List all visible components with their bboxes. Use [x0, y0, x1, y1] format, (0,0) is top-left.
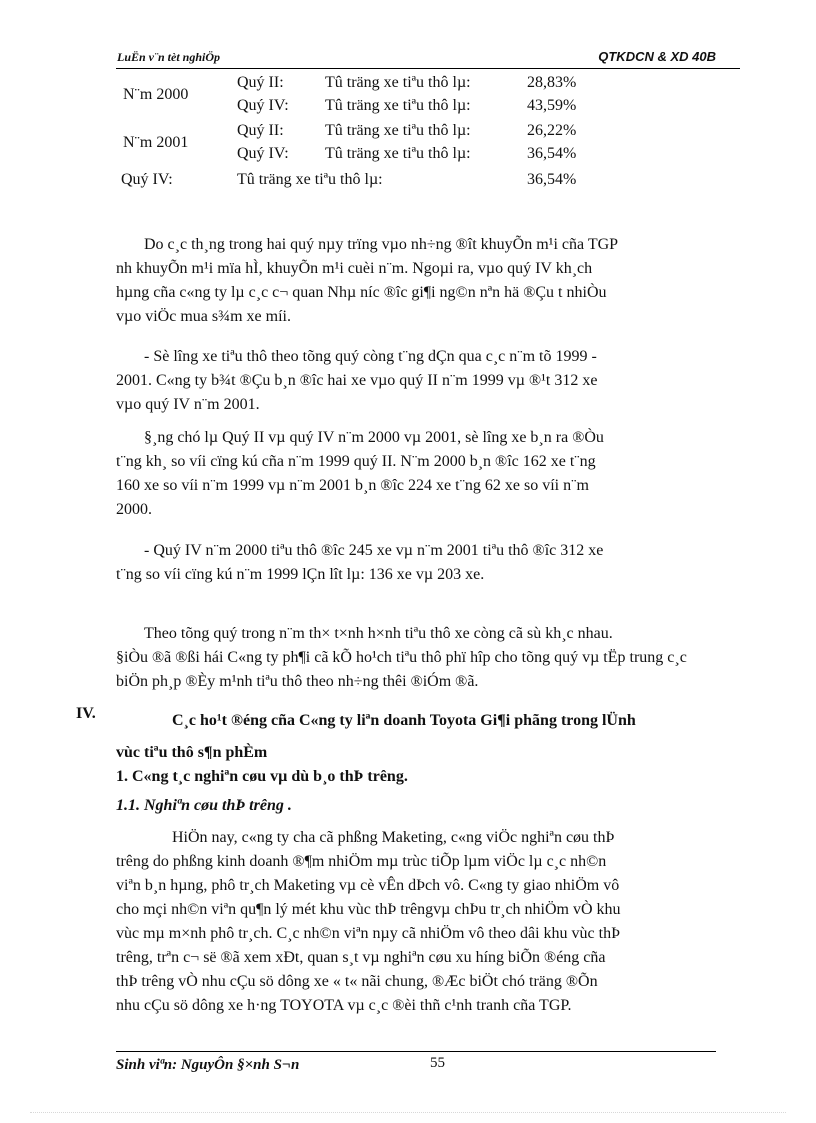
ratio-value: 36,54% — [527, 145, 577, 162]
year-group-2000 — [116, 74, 616, 120]
ratio-label: Tû träng xe tiªu thô lµ: — [325, 145, 471, 162]
table-row — [116, 97, 616, 120]
text-line: - Quý IV n¨m 2000 tiªu thô ®îc 245 xe vµ n¨m 2001 tiªu thô ®îc 312 xe — [144, 542, 604, 559]
quarter-label: Quý IV: — [121, 171, 173, 188]
text-line: 2000. — [116, 501, 152, 518]
quarter-label: Quý IV: — [237, 97, 289, 114]
text-line: 160 xe so víi n¨m 1999 vµ n¨m 2001 b¸n ®îc 224 xe t¨ng 62 xe so víi n¨m — [116, 477, 589, 494]
text-line: trêng, trªn c¬ së ®ã xem xÐt, quan s¸t vµ nghiªn cøu xu híng biÕn ®éng cña — [116, 949, 606, 966]
page-number: 55 — [430, 1055, 445, 1071]
text-line: nh khuyÕn m¹i mïa hÌ, khuyÕn m¹i cuèi n¨m. Ngoµi ra, vµo quý IV kh¸ch — [116, 260, 593, 277]
paragraph-5 — [116, 622, 740, 694]
quarter-label: Quý IV: — [237, 145, 289, 162]
text-line: t¨ng so víi cïng kú n¨m 1999 lÇn lît lµ: 136 xe vµ 203 xe. — [116, 566, 485, 583]
ratio-value: 43,59% — [527, 97, 577, 114]
ratio-label: Tû träng xe tiªu thô lµ: — [325, 97, 471, 114]
text-line: viªn b¸n hµng, phô tr¸ch Maketing vµ cè vÊn dÞch vô. C«ng ty giao nhiÖm vô — [116, 877, 620, 894]
text-line: vùc mµ m×nh phô tr¸ch. C¸c nh©n viªn nµy cã nhiÖm vô theo dâi khu vùc thÞ — [116, 925, 620, 942]
text-line: biÖn ph¸p ®Èy m¹nh tiªu thô theo nh÷ng thêi ®iÓm ®ã. — [116, 673, 479, 690]
ratio-label: Tû träng xe tiªu thô lµ: — [237, 171, 383, 188]
quarter-label: Quý II: — [237, 74, 284, 91]
year-label: N¨m 2000 — [123, 86, 189, 103]
header-right-text: QTKDCN & XD 40B — [598, 49, 716, 64]
paragraph-3 — [116, 426, 740, 522]
paragraph-final — [116, 826, 740, 1018]
ratio-label: Tû träng xe tiªu thô lµ: — [325, 74, 471, 91]
text-line: vµo viÖc mua s¾m xe míi. — [116, 308, 291, 325]
quarter-table — [116, 74, 616, 194]
text-line: hµng cña c«ng ty lµ c¸c c¬ quan Nhµ níc ®îc gi¶i ng©n nªn hä ®Çu t nhiÒu — [116, 284, 607, 301]
text-line: §iÒu ®ã ®ßi hái C«ng ty ph¶i cã kÕ ho¹ch tiªu thô phï hîp cho tõng quý vµ tËp trung c¸c — [116, 649, 687, 666]
text-line: 2001. C«ng ty b¾t ®Çu b¸n ®îc hai xe vµo quý II n¨m 1999 vµ ®¹t 312 xe — [116, 372, 598, 389]
heading-2: 1.1. Nghiªn cøu thÞ trêng . — [116, 797, 292, 814]
text-line: trêng do phßng kinh doanh ®¶m nhiÖm mµ trùc tiÕp lµm viÖc lµ c¸c nh©n — [116, 853, 607, 870]
text-line: nhu cÇu sö dông xe h·ng TOYOTA vµ c¸c ®èi thñ c¹nh tranh cña TGP. — [116, 997, 572, 1014]
section-title — [116, 705, 740, 769]
text-line: HiÖn nay, c«ng ty cha cã phßng Maketing, c«ng viÖc nghiªn cøu thÞ — [172, 829, 615, 846]
heading-1: 1. C«ng t¸c nghiªn cøu vµ dù b¸o thÞ trêng. — [116, 768, 408, 785]
section-title-line: vùc tiªu thô s¶n phÈm — [116, 744, 268, 761]
text-line: thÞ trêng vÒ nhu cÇu sö dông xe « t« nãi chung, ®Æc biÖt chó träng ®Õn — [116, 973, 598, 990]
ratio-value: 28,83% — [527, 74, 577, 91]
table-row — [116, 122, 616, 145]
year-group-2001 — [116, 122, 616, 168]
text-line: §¸ng chó lµ Quý II vµ quý IV n¨m 2000 vµ 2001, sè lîng xe b¸n ra ®Òu — [144, 429, 604, 446]
table-row — [116, 74, 616, 97]
text-line: vµo quý IV n¨m 2001. — [116, 396, 260, 413]
text-line: cho mçi nh©n viªn qu¶n lý mét khu vùc thÞ trêngvµ chÞu tr¸ch nhiÖm vÒ khu — [116, 901, 621, 918]
ratio-value: 36,54% — [527, 171, 577, 188]
paragraph-4 — [116, 539, 740, 587]
table-row — [116, 145, 616, 168]
ratio-value: 26,22% — [527, 122, 577, 139]
text-line: - Sè lîng xe tiªu thô theo tõng quý còng t¨ng dÇn qua c¸c n¨m tõ 1999 - — [144, 348, 597, 365]
text-line: t¨ng kh¸ so víi cïng kú cña n¨m 1999 quý II. N¨m 2000 b¸n ®îc 162 xe t¨ng — [116, 453, 596, 470]
paragraph-2 — [116, 345, 740, 417]
quarter-label: Quý II: — [237, 122, 284, 139]
page-bottom-border — [30, 1112, 786, 1113]
table-row — [116, 171, 616, 194]
header-rule — [116, 68, 740, 69]
footer-rule — [116, 1051, 716, 1052]
text-line: Theo tõng quý trong n¨m th× t×nh h×nh tiªu thô xe còng cã sù kh¸c nhau. — [144, 625, 613, 642]
paragraph-1 — [116, 233, 740, 329]
ratio-label: Tû träng xe tiªu thô lµ: — [325, 122, 471, 139]
text-line: Do c¸c th¸ng trong hai quý nµy trïng vµo nh÷ng ®ît khuyÕn m¹i cña TGP — [144, 236, 619, 253]
year-label: N¨m 2001 — [123, 134, 189, 151]
section-number: IV. — [76, 705, 96, 722]
section-title-line: C¸c ho¹t ®éng cña C«ng ty liªn doanh Toyota Gi¶i phãng trong lÜnh — [172, 712, 636, 729]
footer-author: Sinh viªn: NguyÔn §×nh S¬n — [116, 1057, 300, 1073]
header-left-text: LuËn v¨n tèt nghiÖp — [117, 50, 221, 64]
